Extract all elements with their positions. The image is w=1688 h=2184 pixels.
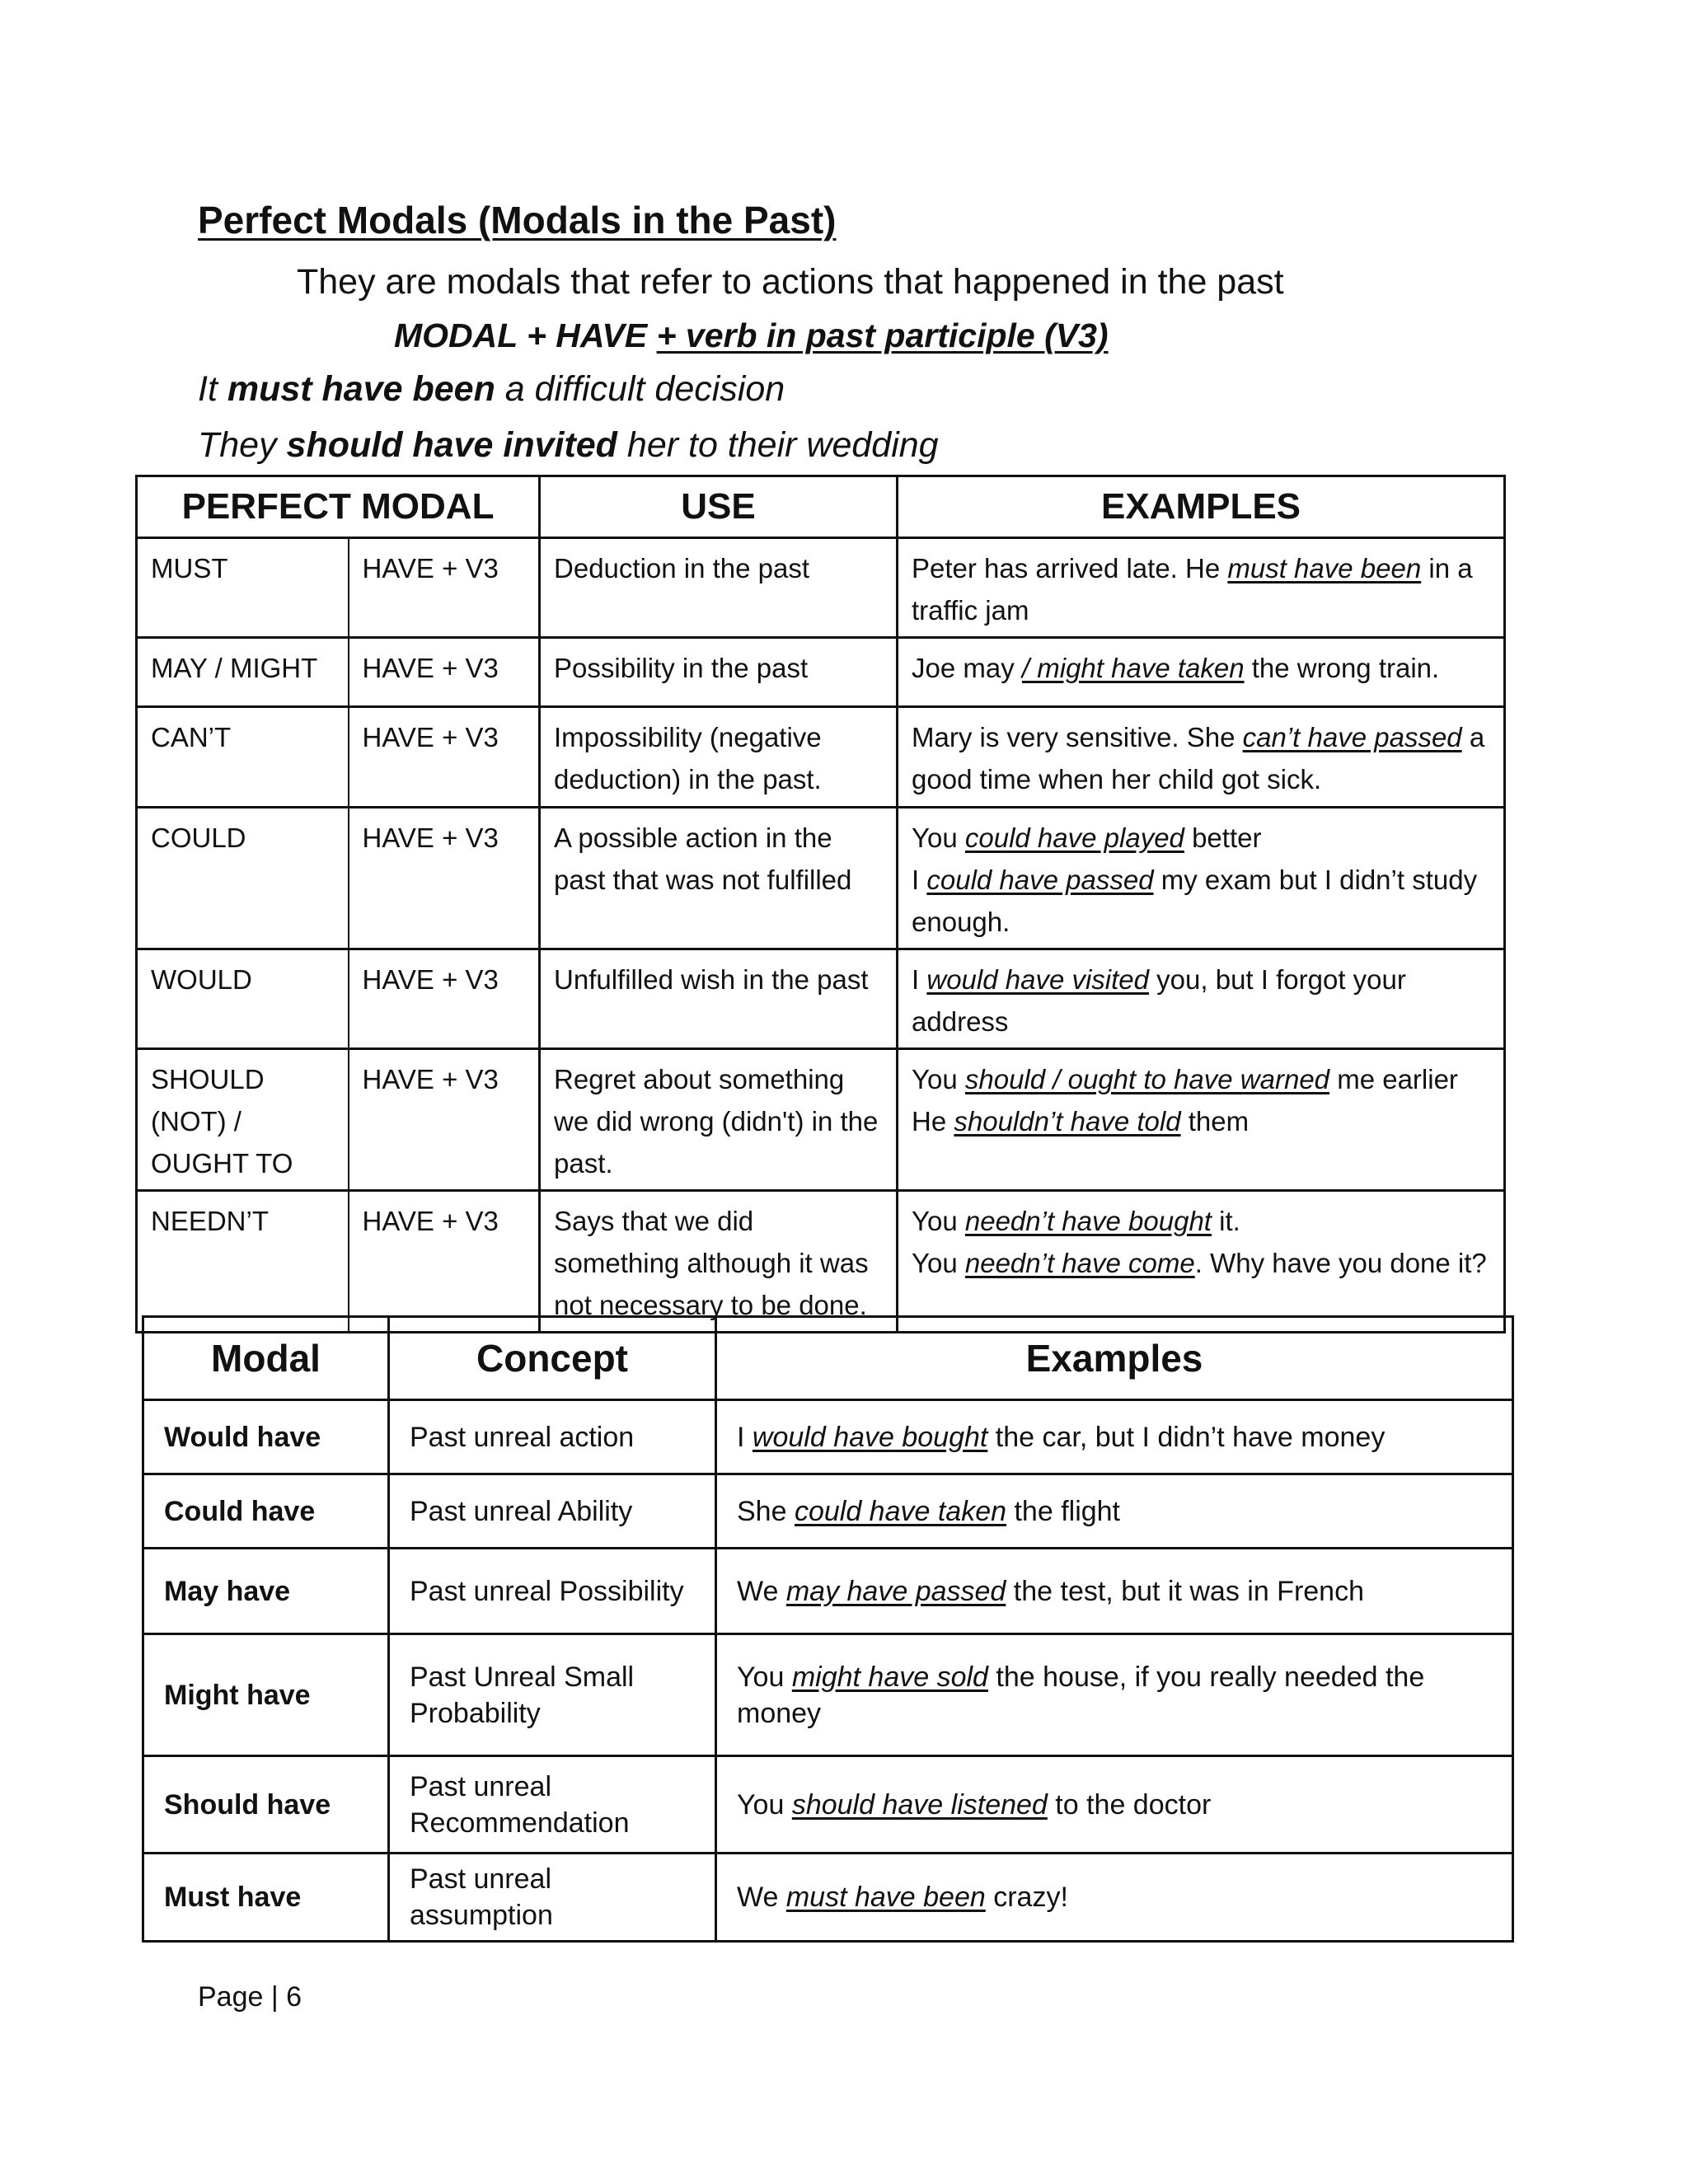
- example-text: a good time when her child got sick.: [912, 722, 1485, 794]
- example-sentence-1: [198, 369, 785, 410]
- example-sentence-2: [198, 425, 939, 466]
- example-cell: [898, 638, 1505, 707]
- header-examples: Examples: [716, 1317, 1513, 1400]
- example-text: the house, if you really needed the money: [737, 1661, 1425, 1729]
- concept-cell: Past unreal assumption: [389, 1854, 716, 1942]
- modal-cell: Would have: [143, 1400, 389, 1474]
- example-1-pre: It: [198, 369, 227, 409]
- concept-cell: Past unreal Recommendation: [389, 1756, 716, 1854]
- example-text: You: [912, 1064, 965, 1094]
- example-text: We: [737, 1575, 786, 1607]
- modal-cell: Might have: [143, 1634, 389, 1756]
- modal-cell: SHOULD (NOT) / OUGHT TO: [137, 1049, 349, 1191]
- example-text: You: [912, 1248, 965, 1278]
- modal-cell: NEEDN’T: [137, 1191, 349, 1333]
- page-number: Page | 6: [198, 1981, 302, 2013]
- formula-plain: MODAL + HAVE: [394, 316, 648, 354]
- example-modal-phrase: must have been: [785, 1882, 986, 1913]
- use-cell: Deduction in the past: [540, 538, 898, 638]
- formula-underlined: + verb in past participle (V3): [656, 316, 1109, 354]
- example-modal-phrase: needn’t have bought: [964, 1206, 1212, 1236]
- example-text: You: [737, 1661, 792, 1693]
- use-cell: Says that we did something although it was not necessary to be done.: [540, 1191, 898, 1333]
- header-use: USE: [540, 476, 898, 538]
- example-text: them: [1180, 1106, 1250, 1137]
- intro-text: They are modals that refer to actions that happened in the past: [297, 262, 1284, 302]
- table-row: [143, 1756, 1513, 1854]
- example-cell: [898, 808, 1505, 949]
- use-cell: Regret about something we did wrong (didn't) in the past.: [540, 1049, 898, 1191]
- example-cell: [898, 949, 1505, 1049]
- example-text: Joe may: [912, 653, 1022, 683]
- table-row: [143, 1474, 1513, 1549]
- page-title: Perfect Modals (Modals in the Past): [198, 199, 837, 241]
- example-2-pre: They: [198, 425, 287, 465]
- header-perfect-modal: PERFECT MODAL: [137, 476, 540, 538]
- modal-cell: WOULD: [137, 949, 349, 1049]
- example-modal-phrase: would have visited: [926, 964, 1150, 995]
- example-modal-phrase: could have passed: [926, 865, 1154, 895]
- header-modal: Modal: [143, 1317, 389, 1400]
- example-cell: [716, 1634, 1513, 1756]
- example-cell: [716, 1474, 1513, 1549]
- modal-cell: Should have: [143, 1756, 389, 1854]
- example-modal-phrase: should / ought to have warned: [964, 1064, 1330, 1094]
- formula: [394, 316, 1109, 355]
- form-cell: HAVE + V3: [349, 638, 540, 707]
- table-row: [143, 1854, 1513, 1942]
- form-cell: HAVE + V3: [349, 1049, 540, 1191]
- example-1-bold: must have been: [227, 369, 495, 409]
- example-text: You: [912, 1206, 965, 1236]
- example-modal-phrase: can’t have passed: [1242, 722, 1462, 752]
- example-text: I: [912, 865, 927, 895]
- example-modal-phrase: might have sold: [791, 1661, 988, 1693]
- table-row: [137, 1049, 1505, 1191]
- example-text: you, but I forgot your address: [912, 964, 1406, 1037]
- header-concept: Concept: [389, 1317, 716, 1400]
- example-text: me earlier: [1329, 1064, 1458, 1094]
- example-cell: [898, 1049, 1505, 1191]
- example-text: in a traffic jam: [912, 553, 1473, 626]
- example-text: Mary is very sensitive. She: [912, 722, 1243, 752]
- modal-cell: CAN’T: [137, 707, 349, 808]
- example-modal-phrase: could have played: [964, 823, 1184, 853]
- table-row: [143, 1549, 1513, 1634]
- table-row: [137, 638, 1505, 707]
- example-modal-phrase: shouldn’t have told: [954, 1106, 1181, 1137]
- form-cell: HAVE + V3: [349, 538, 540, 638]
- use-cell: Impossibility (negative deduction) in the past.: [540, 707, 898, 808]
- modal-cell: MAY / MIGHT: [137, 638, 349, 707]
- example-text: the flight: [1006, 1495, 1121, 1527]
- example-cell: [898, 1191, 1505, 1333]
- modal-cell: Must have: [143, 1854, 389, 1942]
- example-text: You: [912, 823, 965, 853]
- example-text: I: [912, 964, 927, 995]
- use-cell: Unfulfilled wish in the past: [540, 949, 898, 1049]
- perfect-modals-table: [135, 475, 1506, 1333]
- example-modal-phrase: / might have taken: [1021, 653, 1245, 683]
- concept-cell: Past unreal action: [389, 1400, 716, 1474]
- example-modal-phrase: needn’t have come: [964, 1248, 1195, 1278]
- table-row: [137, 949, 1505, 1049]
- example-2-post: her to their wedding: [617, 425, 939, 465]
- example-cell: [716, 1854, 1513, 1942]
- use-cell: Possibility in the past: [540, 638, 898, 707]
- form-cell: HAVE + V3: [349, 1191, 540, 1333]
- header-examples: EXAMPLES: [898, 476, 1505, 538]
- example-text: She: [737, 1495, 795, 1527]
- modal-cell: MUST: [137, 538, 349, 638]
- example-text: my exam but I didn’t study enough.: [912, 865, 1478, 937]
- use-cell: A possible action in the past that was not fulfilled: [540, 808, 898, 949]
- modal-cell: Could have: [143, 1474, 389, 1549]
- example-text: to the doctor: [1047, 1788, 1212, 1821]
- form-cell: HAVE + V3: [349, 949, 540, 1049]
- example-cell: [716, 1756, 1513, 1854]
- table-row: [137, 538, 1505, 638]
- concept-cell: Past unreal Ability: [389, 1474, 716, 1549]
- modal-concepts-table: [142, 1315, 1514, 1943]
- example-text: the test, but it was in French: [1006, 1575, 1364, 1607]
- example-text: crazy!: [985, 1882, 1068, 1913]
- example-modal-phrase: may have passed: [785, 1575, 1006, 1607]
- modal-cell: COULD: [137, 808, 349, 949]
- table-row: [143, 1400, 1513, 1474]
- example-cell: [716, 1400, 1513, 1474]
- example-text: . Why have you done it?: [1194, 1248, 1487, 1278]
- example-text: We: [737, 1882, 786, 1913]
- form-cell: HAVE + V3: [349, 707, 540, 808]
- concept-cell: Past Unreal Small Probability: [389, 1634, 716, 1756]
- form-cell: HAVE + V3: [349, 808, 540, 949]
- example-modal-phrase: could have taken: [794, 1495, 1007, 1527]
- table-header-row: [143, 1317, 1513, 1400]
- example-1-post: a difficult decision: [495, 369, 785, 409]
- example-text: He: [912, 1106, 954, 1137]
- table-row: [143, 1634, 1513, 1756]
- example-text: I: [737, 1421, 753, 1453]
- example-2-bold: should have invited: [286, 425, 617, 465]
- example-cell: [716, 1549, 1513, 1634]
- example-text: better: [1184, 823, 1262, 853]
- table-row: [137, 707, 1505, 808]
- concept-cell: Past unreal Possibility: [389, 1549, 716, 1634]
- example-text: the car, but I didn’t have money: [987, 1421, 1386, 1453]
- modal-cell: May have: [143, 1549, 389, 1634]
- table-row: [137, 808, 1505, 949]
- example-text: the wrong train.: [1244, 653, 1440, 683]
- example-text: You: [737, 1788, 792, 1821]
- example-text: Peter has arrived late. He: [912, 553, 1228, 583]
- example-cell: [898, 707, 1505, 808]
- example-cell: [898, 538, 1505, 638]
- example-modal-phrase: should have listened: [791, 1788, 1048, 1821]
- example-text: it.: [1211, 1206, 1240, 1236]
- example-modal-phrase: would have bought: [752, 1421, 988, 1453]
- table-header-row: [137, 476, 1505, 538]
- table-row: [137, 1191, 1505, 1333]
- example-modal-phrase: must have been: [1227, 553, 1422, 583]
